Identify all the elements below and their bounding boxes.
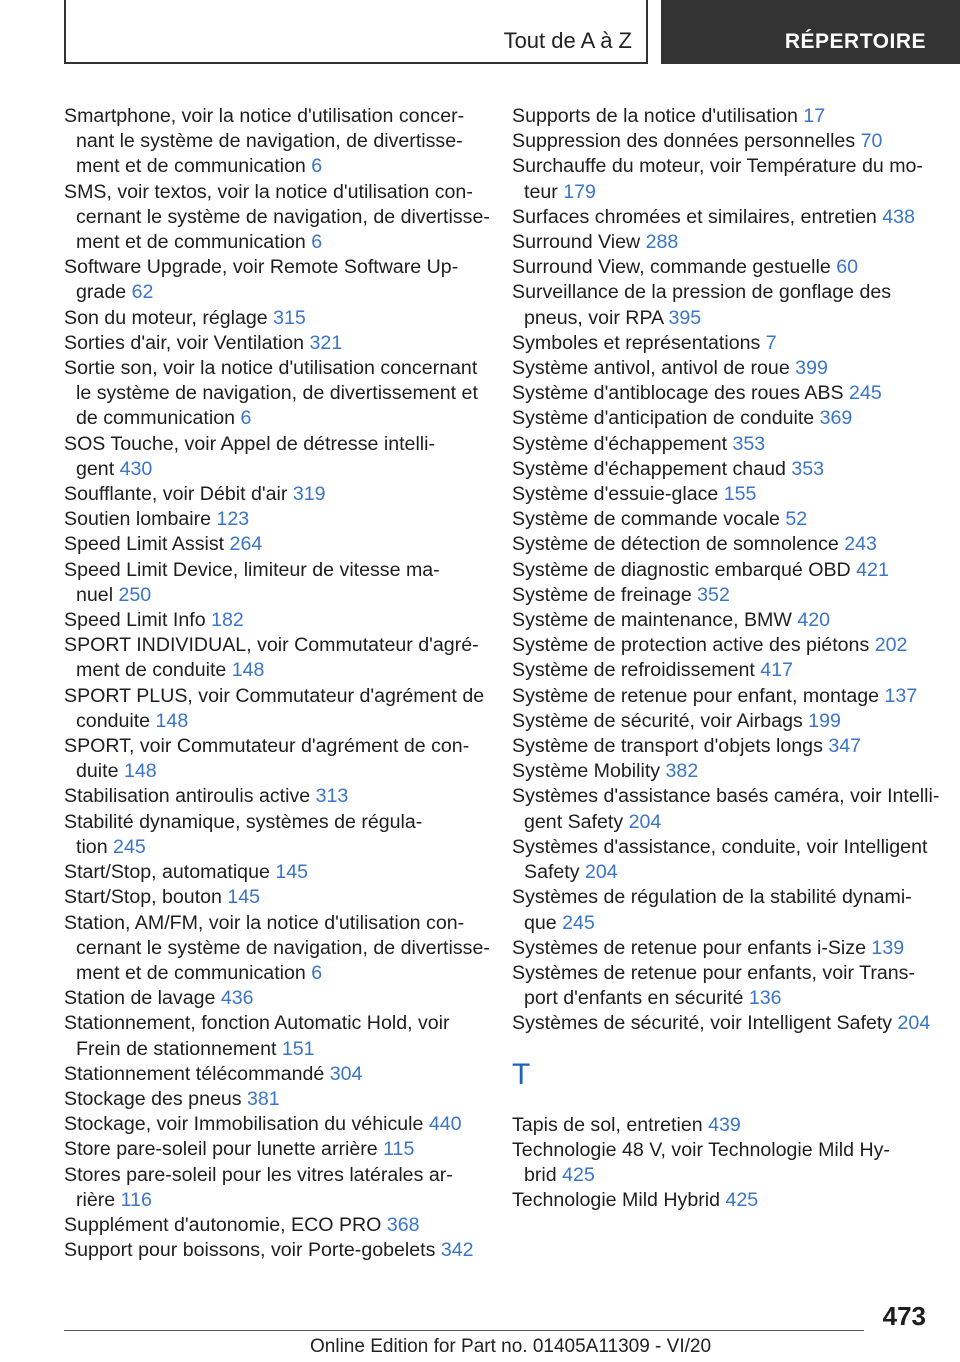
index-entry-text: gent Safety <box>524 810 629 833</box>
page-reference-link[interactable]: 264 <box>229 533 263 556</box>
index-entry-text: Système de commande vocale <box>512 508 786 531</box>
index-entry <box>512 1188 942 1213</box>
page-reference-link[interactable]: 139 <box>871 936 905 959</box>
index-entry-text: SOS Touche, voir Appel de détresse intelli- <box>64 432 436 455</box>
index-entry <box>512 532 942 557</box>
index-entry-text: Station, AM/FM, voir la notice d'utilisation con- <box>64 911 465 934</box>
index-entry-text: Son du moteur, réglage <box>64 306 274 329</box>
index-entry <box>512 356 942 381</box>
page-reference-link[interactable]: 347 <box>828 735 862 758</box>
page-reference-link[interactable]: 151 <box>281 1037 315 1060</box>
page-reference-link[interactable]: 148 <box>231 659 265 682</box>
index-entry-text: Stockage, voir Immobilisation du véhicule <box>64 1113 429 1136</box>
index-entry <box>512 1113 942 1138</box>
index-entry-text: Système d'anticipation de conduite <box>512 407 820 430</box>
page-reference-link[interactable]: 123 <box>216 508 250 531</box>
page-reference-link[interactable]: 245 <box>562 911 595 934</box>
index-entry-text: Système de protection active des piétons <box>512 634 875 657</box>
index-entry-text: Systèmes d'assistance basés caméra, voir Intelli- <box>512 785 940 808</box>
index-entry <box>512 432 942 457</box>
index-entry-text: que <box>524 911 563 934</box>
index-entry <box>64 986 494 1011</box>
index-entry-text: Systèmes de sécurité, voir Intelligent Safety <box>512 1012 898 1035</box>
index-entry-text: brid <box>524 1163 563 1186</box>
index-entry-text: Speed Limit Assist <box>64 533 230 556</box>
index-entry-text: Stationnement, fonction Automatic Hold, voir <box>64 1012 450 1035</box>
index-entry-text: Supports de la notice d'utilisation <box>512 105 804 127</box>
index-entry <box>512 457 942 482</box>
page-reference-link[interactable]: 245 <box>113 835 146 858</box>
index-entry-text: Système de détection de somnolence <box>512 533 845 556</box>
index-entry-text: Surfaces chromées et similaires, entretien <box>512 205 883 228</box>
index-entry <box>512 381 942 406</box>
page-reference-link[interactable]: 319 <box>292 483 326 506</box>
index-entry <box>512 1138 942 1188</box>
page-reference-link[interactable]: 204 <box>897 1012 931 1035</box>
page-reference-link[interactable]: 288 <box>645 231 679 254</box>
page-reference-link[interactable]: 420 <box>797 609 831 632</box>
index-entry-text: nuel <box>76 583 119 606</box>
index-entry-text: Système de maintenance, BMW <box>512 609 798 632</box>
index-entry-text: Système de refroidissement <box>512 659 761 682</box>
index-entry <box>512 154 942 204</box>
page-reference-link[interactable]: 6 <box>240 407 252 430</box>
page-reference-link[interactable]: 145 <box>275 861 309 884</box>
page-reference-link[interactable]: 436 <box>220 987 254 1010</box>
index-entry <box>64 432 494 482</box>
index-entry-text: Speed Limit Device, limiteur de vitesse ma- <box>64 558 440 581</box>
index-entry-text: Système de transport d'objets longs <box>512 735 829 758</box>
index-entry <box>64 784 494 809</box>
index-entry <box>64 255 494 305</box>
index-letter-heading: T <box>512 1057 531 1091</box>
index-entry-text: Systèmes d'assistance, conduite, voir Intelligent <box>512 835 928 858</box>
index-entry-text: cernant le système de navigation, de divertisse- <box>76 936 490 959</box>
page-reference-link[interactable]: 304 <box>329 1062 363 1085</box>
index-entry <box>512 230 942 255</box>
page-reference-link[interactable]: 243 <box>844 533 877 556</box>
index-entry <box>64 532 494 557</box>
index-entry-text: Stabilité dynamique, systèmes de régula- <box>64 810 423 833</box>
index-entry-text: Start/Stop, automatique <box>64 861 276 884</box>
section-title: Tout de A à Z <box>503 28 632 53</box>
page-reference-link[interactable]: 382 <box>665 760 699 783</box>
index-column-left <box>64 104 494 1263</box>
index-entry-text: ment et de communication <box>76 231 312 254</box>
index-entry-text: Surveillance de la pression de gonflage des <box>512 281 892 304</box>
page-reference-link[interactable]: 70 <box>860 130 883 153</box>
index-entry-text: Système de freinage <box>512 583 698 606</box>
index-entry <box>512 1011 942 1036</box>
index-entry-text: Smartphone, voir la notice d'utilisation concer- <box>64 105 465 127</box>
page-reference-link[interactable]: 425 <box>725 1189 759 1212</box>
index-entry <box>512 482 942 507</box>
page-reference-link[interactable]: 7 <box>765 331 777 354</box>
index-entry <box>64 608 494 633</box>
index-entry-text: Système Mobility <box>512 760 666 783</box>
index-entry-text: Système d'échappement chaud <box>512 457 792 480</box>
index-entry-text: rière <box>76 1188 121 1211</box>
index-entry-text: Station de lavage <box>64 987 221 1010</box>
index-entry <box>64 331 494 356</box>
index-entry-text: Technologie Mild Hybrid <box>512 1189 726 1212</box>
footer-divider <box>64 1330 864 1331</box>
index-entry-text: SPORT PLUS, voir Commutateur d'agrément de <box>64 684 485 707</box>
index-entry-text: Système antivol, antivol de roue <box>512 357 796 380</box>
index-entry <box>64 356 494 432</box>
page-number: 473 <box>882 1301 926 1331</box>
page-reference-link[interactable]: 438 <box>882 205 915 228</box>
index-entry-text: ment et de communication <box>76 155 312 178</box>
index-entry <box>512 633 942 658</box>
page-reference-link[interactable]: 368 <box>386 1213 420 1236</box>
page-reference-link[interactable]: 353 <box>732 432 766 455</box>
page-reference-link[interactable]: 148 <box>123 760 157 783</box>
index-entry-text: Frein de stationnement <box>76 1037 282 1060</box>
index-entry-text: SPORT, voir Commutateur d'agrément de con- <box>64 735 470 758</box>
index-entry <box>64 860 494 885</box>
index-entry-text: Système de sécurité, voir Airbags <box>512 709 809 732</box>
page-reference-link[interactable]: 199 <box>808 709 841 732</box>
chapter-tab <box>661 0 960 64</box>
page-reference-link[interactable]: 315 <box>273 306 306 329</box>
index-entry <box>512 835 942 885</box>
page-reference-link[interactable]: 116 <box>120 1188 152 1211</box>
index-entry <box>512 129 942 154</box>
index-entry <box>64 810 494 860</box>
index-entry-text: Software Upgrade, voir Remote Software Up- <box>64 256 459 279</box>
index-entry <box>512 608 942 633</box>
index-entry-text: port d'enfants en sécurité <box>524 987 749 1010</box>
page-header <box>0 0 960 66</box>
page-reference-link[interactable]: 202 <box>874 634 908 657</box>
index-entry <box>512 255 942 280</box>
index-entry-text: Tapis de sol, entretien <box>512 1113 709 1136</box>
index-entry-text: Sortie son, voir la notice d'utilisation concernant <box>64 357 478 380</box>
page-reference-link[interactable]: 52 <box>785 508 808 531</box>
index-entry <box>64 1062 494 1087</box>
page-reference-link[interactable]: 369 <box>819 407 853 430</box>
index-entry-text: Support pour boissons, voir Porte-gobelets <box>64 1239 441 1262</box>
index-entry <box>64 306 494 331</box>
index-entry <box>64 1112 494 1137</box>
page-reference-link[interactable]: 204 <box>585 861 618 884</box>
index-entry <box>512 784 942 834</box>
index-entry-text: ment de conduite <box>76 659 232 682</box>
index-entry-text: Systèmes de retenue pour enfants i-Size <box>512 936 872 959</box>
index-entry <box>64 734 494 784</box>
index-entry <box>512 280 942 330</box>
index-entry <box>512 558 942 583</box>
index-entry-text: Stockage des pneus <box>64 1087 248 1110</box>
index-entry-text: Soufflante, voir Débit d'air <box>64 483 293 506</box>
page-reference-link[interactable]: 60 <box>836 256 859 279</box>
index-entry-text: Système d'antiblocage des roues ABS <box>512 382 850 405</box>
index-entry-text: Supplément d'autonomie, ECO PRO <box>64 1213 387 1236</box>
index-entry-text: Technologie 48 V, voir Technologie Mild Hy- <box>512 1138 890 1161</box>
page-reference-link[interactable]: 6 <box>311 155 323 178</box>
index-entry <box>64 1087 494 1112</box>
index-entry-text: tion <box>76 835 114 858</box>
index-entry-text: Store pare-soleil pour lunette arrière <box>64 1138 384 1161</box>
page-reference-link[interactable]: 353 <box>791 457 825 480</box>
index-entry <box>512 684 942 709</box>
index-entry-text: Symboles et représentations <box>512 331 766 354</box>
index-entry-text: Système d'échappement <box>512 432 733 455</box>
index-entry <box>512 936 942 961</box>
page-reference-link[interactable]: 250 <box>118 583 152 606</box>
page-reference-link[interactable]: 179 <box>563 180 596 203</box>
index-entry-text: Start/Stop, bouton <box>64 886 228 909</box>
index-entry-text: Système d'essuie-glace <box>512 483 724 506</box>
index-entry <box>512 104 942 129</box>
page-reference-link[interactable]: 439 <box>708 1113 741 1136</box>
section-tab <box>64 0 648 64</box>
page-reference-link[interactable]: 6 <box>311 961 323 984</box>
index-entry-text: Stationnement télécommandé <box>64 1062 330 1085</box>
index-entry-text: Sorties d'air, voir Ventilation <box>64 331 310 354</box>
index-entry <box>512 583 942 608</box>
index-entry-text: nant le système de navigation, de divertisse- <box>76 130 463 153</box>
page-reference-link[interactable]: 182 <box>211 609 244 632</box>
page-reference-link[interactable]: 342 <box>440 1239 474 1262</box>
index-entry <box>64 1238 494 1263</box>
index-entry <box>512 885 942 935</box>
index-entry <box>512 205 942 230</box>
index-entry <box>64 482 494 507</box>
page-reference-link[interactable]: 395 <box>668 306 702 329</box>
index-entry <box>512 331 942 356</box>
page-reference-link[interactable]: 313 <box>315 785 349 808</box>
index-entry-text: Systèmes de régulation de la stabilité dynami- <box>512 886 912 909</box>
index-entry-text: SPORT INDIVIDUAL, voir Commutateur d'agré- <box>64 634 479 657</box>
index-entry <box>64 558 494 608</box>
page-reference-link[interactable]: 321 <box>309 331 343 354</box>
page-reference-link[interactable]: 245 <box>849 382 882 405</box>
index-entry-text: Safety <box>524 861 585 884</box>
page-reference-link[interactable]: 145 <box>227 886 261 909</box>
page-reference-link[interactable]: 417 <box>760 659 793 682</box>
index-entry-text: SMS, voir textos, voir la notice d'utilisation con- <box>64 180 473 203</box>
index-entry-text: Surround View <box>512 231 646 254</box>
index-entry-text: gent <box>76 457 120 480</box>
index-entry <box>512 759 942 784</box>
index-entry-text: Surround View, commande gestuelle <box>512 256 837 279</box>
index-entry <box>512 709 942 734</box>
page-reference-link[interactable]: 381 <box>247 1087 280 1110</box>
index-entry-text: duite <box>76 760 124 783</box>
index-entry-text: ment et de communication <box>76 961 312 984</box>
index-entry-text: Systèmes de retenue pour enfants, voir Trans- <box>512 961 915 984</box>
index-entry-text: Speed Limit Info <box>64 609 212 632</box>
page-reference-link[interactable]: 155 <box>723 483 757 506</box>
page-reference-link[interactable]: 430 <box>119 457 153 480</box>
index-entry <box>64 180 494 256</box>
index-entry <box>512 507 942 532</box>
index-entry <box>64 507 494 532</box>
index-entry <box>64 1137 494 1162</box>
index-entry-text: teur <box>524 180 564 203</box>
index-entry <box>512 734 942 759</box>
index-entry <box>512 961 942 1011</box>
index-entry <box>64 1213 494 1238</box>
index-entry <box>64 1011 494 1061</box>
page-reference-link[interactable]: 440 <box>428 1113 462 1136</box>
page-reference-link[interactable]: 62 <box>131 281 154 304</box>
page-reference-link[interactable]: 137 <box>884 684 918 707</box>
index-entry <box>64 911 494 987</box>
index-entry-text: Surchauffe du moteur, voir Température du mo- <box>512 155 923 178</box>
index-entry-text: conduite <box>76 709 156 732</box>
index-entry-text: Stores pare-soleil pour les vitres latérales ar- <box>64 1163 453 1186</box>
index-entry-text: Suppression des données personnelles <box>512 130 861 153</box>
page-reference-link[interactable]: 425 <box>562 1163 595 1186</box>
page-reference-link[interactable]: 148 <box>155 709 189 732</box>
index-entry <box>64 104 494 180</box>
index-entry-text: Stabilisation antiroulis active <box>64 785 316 808</box>
index-entry-text: Soutien lombaire <box>64 508 217 531</box>
index-entry-text: Système de diagnostic embarqué OBD <box>512 558 857 581</box>
page-reference-link[interactable]: 17 <box>803 105 826 127</box>
index-entry <box>512 658 942 683</box>
chapter-title: RÉPERTOIRE <box>784 30 926 53</box>
page-reference-link[interactable]: 352 <box>697 583 730 606</box>
index-entry <box>64 633 494 683</box>
index-entry-text: pneus, voir RPA <box>524 306 669 329</box>
index-entry-text: Système de retenue pour enfant, montage <box>512 684 885 707</box>
index-entry-text: de communication <box>76 407 241 430</box>
page-reference-link[interactable]: 6 <box>311 231 323 254</box>
index-entry-text: grade <box>76 281 132 304</box>
page-reference-link[interactable]: 204 <box>628 810 662 833</box>
index-column-right <box>512 104 942 1213</box>
index-entry-text: le système de navigation, de divertissement et <box>76 382 478 405</box>
index-entry <box>512 406 942 431</box>
index-entry <box>64 885 494 910</box>
index-entry <box>64 1163 494 1213</box>
footer-edition: Online Edition for Part no. 01405A11309 - VI/20 <box>310 1336 712 1357</box>
index-entry-text: cernant le système de navigation, de divertisse- <box>76 205 490 228</box>
page-reference-link[interactable]: 421 <box>856 558 889 581</box>
page-reference-link[interactable]: 115 <box>383 1138 415 1161</box>
page-reference-link[interactable]: 399 <box>795 357 828 380</box>
index-entry <box>64 684 494 734</box>
page-reference-link[interactable]: 136 <box>748 987 782 1010</box>
